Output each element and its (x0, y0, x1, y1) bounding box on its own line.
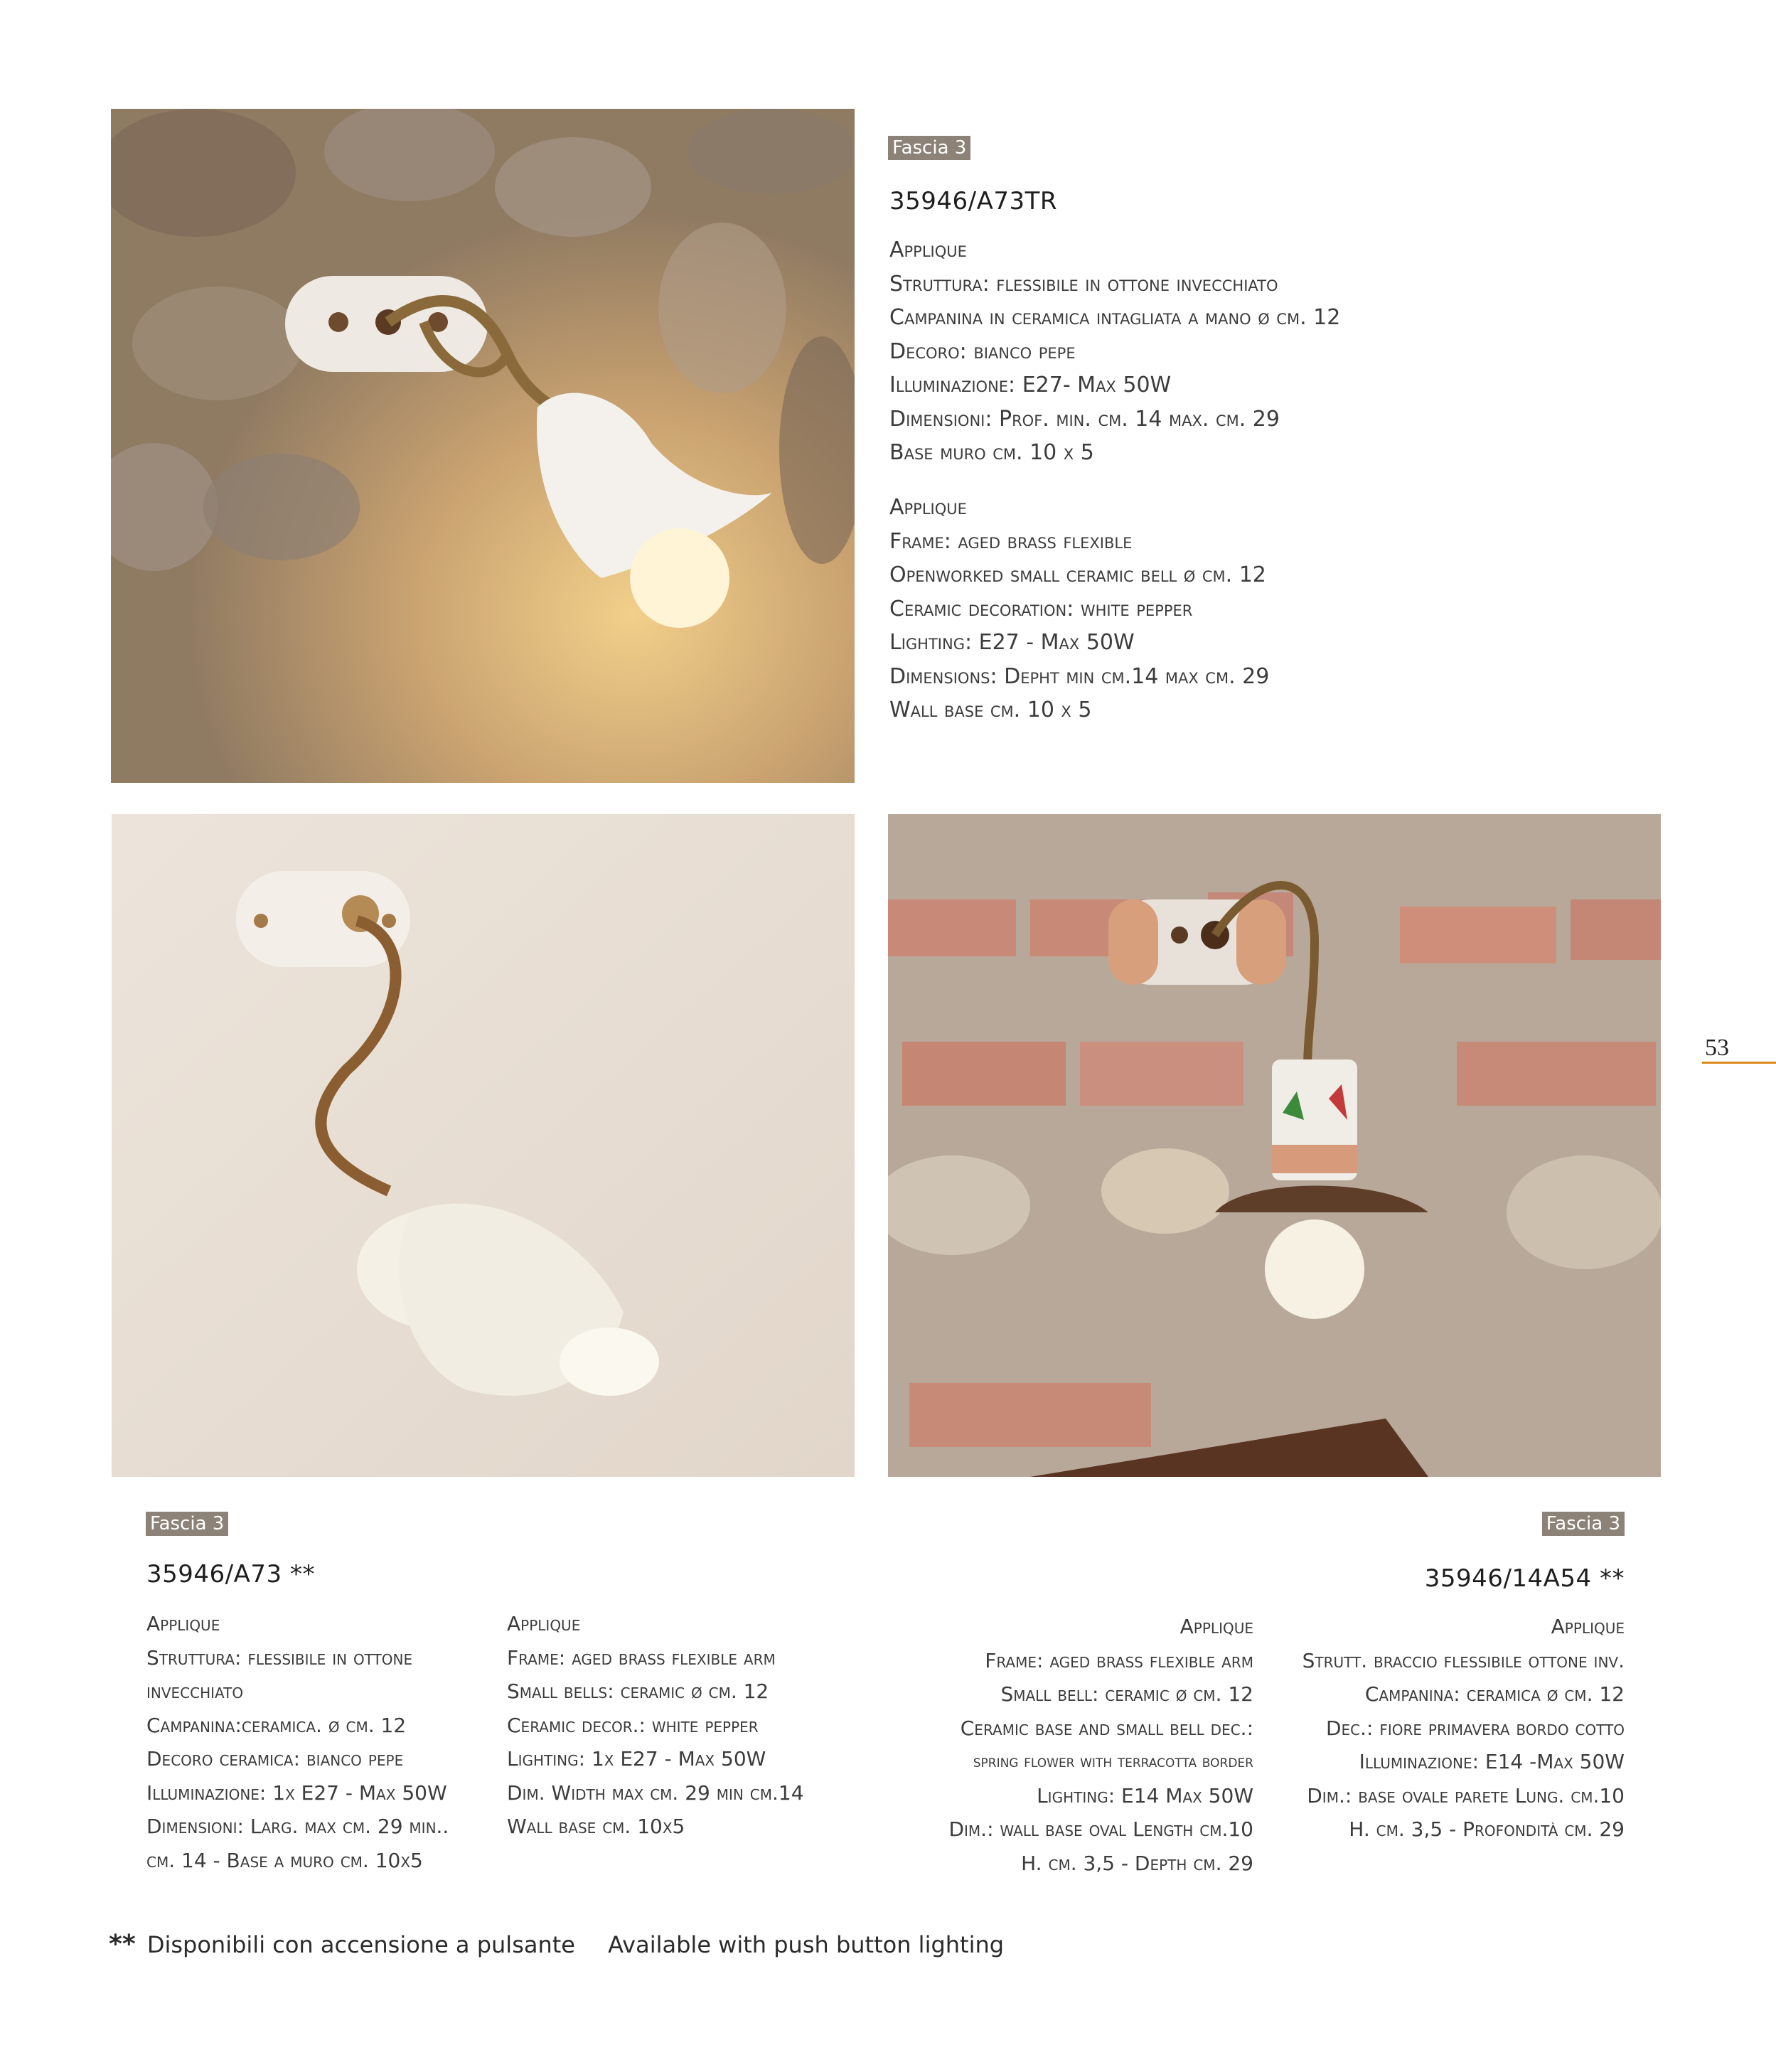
spec-line: Strutt. braccio flessibile ottone inv. (1302, 1648, 1625, 1672)
spec-italian (146, 1607, 449, 1877)
product-code: 35946/14A54 ** (1424, 1564, 1625, 1593)
product-photo-a73 (112, 814, 855, 1477)
spec-line: Frame: aged brass flexible (889, 528, 1133, 554)
footnote-italian: Disponibili con accensione a pulsante (146, 1931, 575, 1958)
footnote-english: Available with push button lighting (608, 1931, 1005, 1958)
footnote (109, 1930, 1004, 1959)
spec-italian (889, 233, 1340, 470)
spec-line: Applique (507, 1612, 581, 1635)
product-photo-14a54 (888, 814, 1661, 1477)
spec-line: Lighting: E14 Max 50W (1037, 1783, 1253, 1807)
spec-line: Openworked small ceramic bell ø cm. 12 (889, 562, 1266, 587)
spec-line: Dimensioni: Larg. max cm. 29 min.. (146, 1815, 449, 1838)
spec-line: Illuminazione: E14 -Max 50W (1359, 1750, 1625, 1773)
spec-english (948, 1610, 1253, 1880)
spec-line: Dimensioni: Prof. min. cm. 14 max. cm. 29 (889, 406, 1280, 432)
spec-line: Decoro ceramica: bianco pepe (146, 1747, 404, 1771)
spec-line: Lighting: 1x E27 - Max 50W (507, 1747, 766, 1771)
spec-line: Campanina: ceramica ø cm. 12 (1364, 1682, 1625, 1706)
spec-line: Campanina in ceramica intagliata a mano ø cm. 12 (889, 305, 1341, 330)
spec-line: Dim.: wall base oval Length cm.10 (948, 1817, 1253, 1841)
spec-italian (1302, 1610, 1625, 1847)
spec-line: Applique (889, 495, 967, 520)
spec-line: Applique (1179, 1615, 1253, 1638)
page-number-rule (1702, 1062, 1776, 1064)
spec-line: Small bell: ceramic ø cm. 12 (1000, 1682, 1253, 1706)
spec-line: Struttura: flessibile in ottone (146, 1645, 413, 1670)
spec-line: cm. 14 - Base a muro cm. 10x5 (146, 1848, 423, 1872)
page-number: 53 (1705, 1035, 1729, 1061)
product-code: 35946/A73 ** (146, 1560, 315, 1588)
spec-english (507, 1607, 804, 1844)
price-band-badge: Fascia 3 (146, 1512, 228, 1536)
spec-line: Frame: aged brass flexible arm (985, 1648, 1253, 1672)
spec-line: invecchiato (146, 1680, 244, 1703)
spec-line: Ceramic base and small bell dec.: (960, 1716, 1253, 1740)
spec-line: Dimensions: Depht min cm.14 max cm. 29 (889, 663, 1270, 689)
spec-english (889, 491, 1269, 727)
footnote-marker: ** (109, 1930, 136, 1959)
spec-line: Decoro: bianco pepe (889, 338, 1076, 364)
spec-line: Illuminazione: 1x E27 - Max 50W (146, 1780, 447, 1805)
price-band-badge: Fascia 3 (888, 136, 970, 160)
spec-line: Wall base cm. 10x5 (507, 1815, 685, 1838)
spec-line: Dim.: base ovale parete Lung. cm.10 (1307, 1783, 1625, 1807)
spec-line: Applique (889, 237, 967, 262)
spec-line: Ceramic decoration: white pepper (889, 596, 1193, 621)
spec-line: Struttura: flessibile in ottone invecchiato (889, 271, 1278, 297)
spec-line: Base muro cm. 10 x 5 (889, 440, 1094, 465)
product-code: 35946/A73TR (889, 187, 1058, 215)
spec-line: H. cm. 3,5 - Profondità cm. 29 (1349, 1817, 1625, 1841)
product-photo-a73tr (111, 109, 855, 783)
spec-line: Applique (1551, 1615, 1625, 1638)
spec-line: Dec.: fiore primavera bordo cotto (1325, 1716, 1625, 1740)
spec-line: Applique (146, 1612, 220, 1635)
spec-line: spring flower with terracotta border (973, 1751, 1253, 1771)
spec-line: Dim. Width max cm. 29 min cm.14 (507, 1780, 804, 1805)
price-band-badge: Fascia 3 (1542, 1512, 1625, 1536)
spec-line: Campanina:ceramica. ø cm. 12 (146, 1713, 407, 1737)
spec-line: Illuminazione: E27- Max 50W (889, 373, 1172, 397)
spec-line: Small bells: ceramic ø cm. 12 (507, 1680, 769, 1703)
spec-line: Wall base cm. 10 x 5 (889, 698, 1092, 722)
spec-line: Lighting: E27 - Max 50W (889, 630, 1135, 655)
spec-line: Ceramic decor.: white pepper (507, 1713, 759, 1737)
spec-line: H. cm. 3,5 - Depth cm. 29 (1021, 1851, 1253, 1875)
spec-line: Frame: aged brass flexible arm (507, 1645, 776, 1670)
